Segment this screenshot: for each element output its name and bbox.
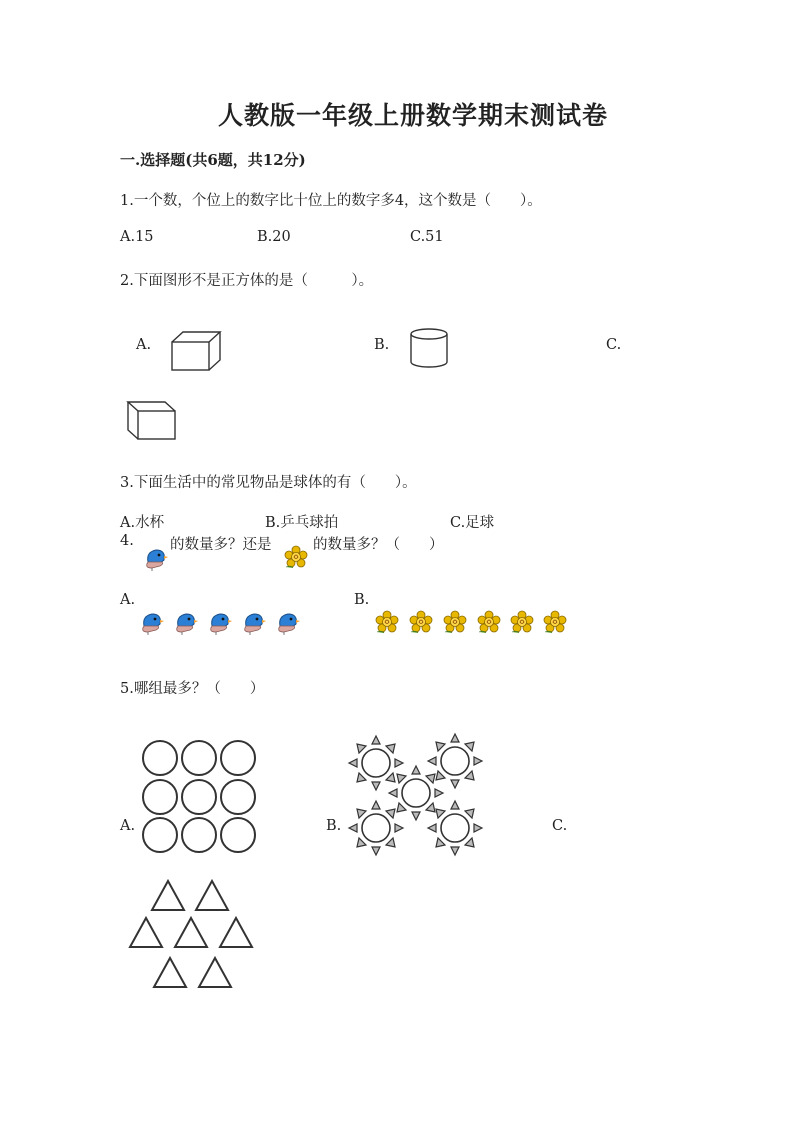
page-title: 人教版一年级上册数学期末测试卷: [218, 101, 609, 130]
cylinder-icon: [409, 326, 459, 376]
flower-icon: [408, 610, 434, 636]
circle-group-illustration: [140, 736, 270, 866]
question-5: 5.哪组最多？（ ）: [120, 681, 265, 697]
q3-option-b[interactable]: B.乒乓球拍: [265, 515, 339, 531]
q1-option-c[interactable]: C.51: [410, 229, 444, 245]
flower-icon: [509, 610, 535, 636]
q3-option-a[interactable]: A.水杯: [120, 515, 165, 531]
q2-option-c[interactable]: C.: [606, 337, 622, 353]
q1-option-b[interactable]: B.20: [257, 229, 291, 245]
flower-icon: [283, 545, 309, 571]
q5-option-a[interactable]: A.: [120, 818, 136, 834]
sun-group-illustration: [346, 735, 486, 860]
triangle-group-illustration: [128, 876, 258, 991]
cube-icon: [124, 399, 184, 449]
flower-icon: [374, 610, 400, 636]
flower-icon: [442, 610, 468, 636]
q4-option-a[interactable]: A.: [120, 592, 136, 608]
bird-icon: [138, 610, 166, 636]
question-4-suffix: 的数量多？（ ）: [313, 537, 444, 553]
section-heading: 一.选择题(共6题，共12分): [120, 151, 306, 169]
q3-option-c[interactable]: C.足球: [450, 515, 495, 531]
bird-icon: [206, 610, 234, 636]
q4-option-b[interactable]: B.: [354, 592, 370, 608]
question-1: 1.一个数，个位上的数字比十位上的数字多4，这个数是（ ）。: [120, 193, 542, 209]
q5-option-b[interactable]: B.: [326, 818, 342, 834]
bird-icon: [274, 610, 302, 636]
q2-option-b[interactable]: B.: [374, 337, 390, 353]
question-4-prefix: 4.: [120, 533, 134, 549]
bird-icon: [142, 546, 170, 572]
bird-icon: [240, 610, 268, 636]
q2-option-a[interactable]: A.: [136, 337, 152, 353]
bird-icon: [172, 610, 200, 636]
q5-option-c[interactable]: C.: [552, 818, 568, 834]
q1-option-a[interactable]: A.15: [120, 229, 154, 245]
question-3: 3.下面生活中的常见物品是球体的有（ ）。: [120, 475, 417, 491]
question-4-middle: 的数量多？还是: [170, 537, 272, 553]
flower-icon: [542, 610, 568, 636]
flower-icon: [476, 610, 502, 636]
cube-icon: [168, 330, 228, 380]
question-2: 2.下面图形不是正方体的是（ ）。: [120, 273, 374, 289]
